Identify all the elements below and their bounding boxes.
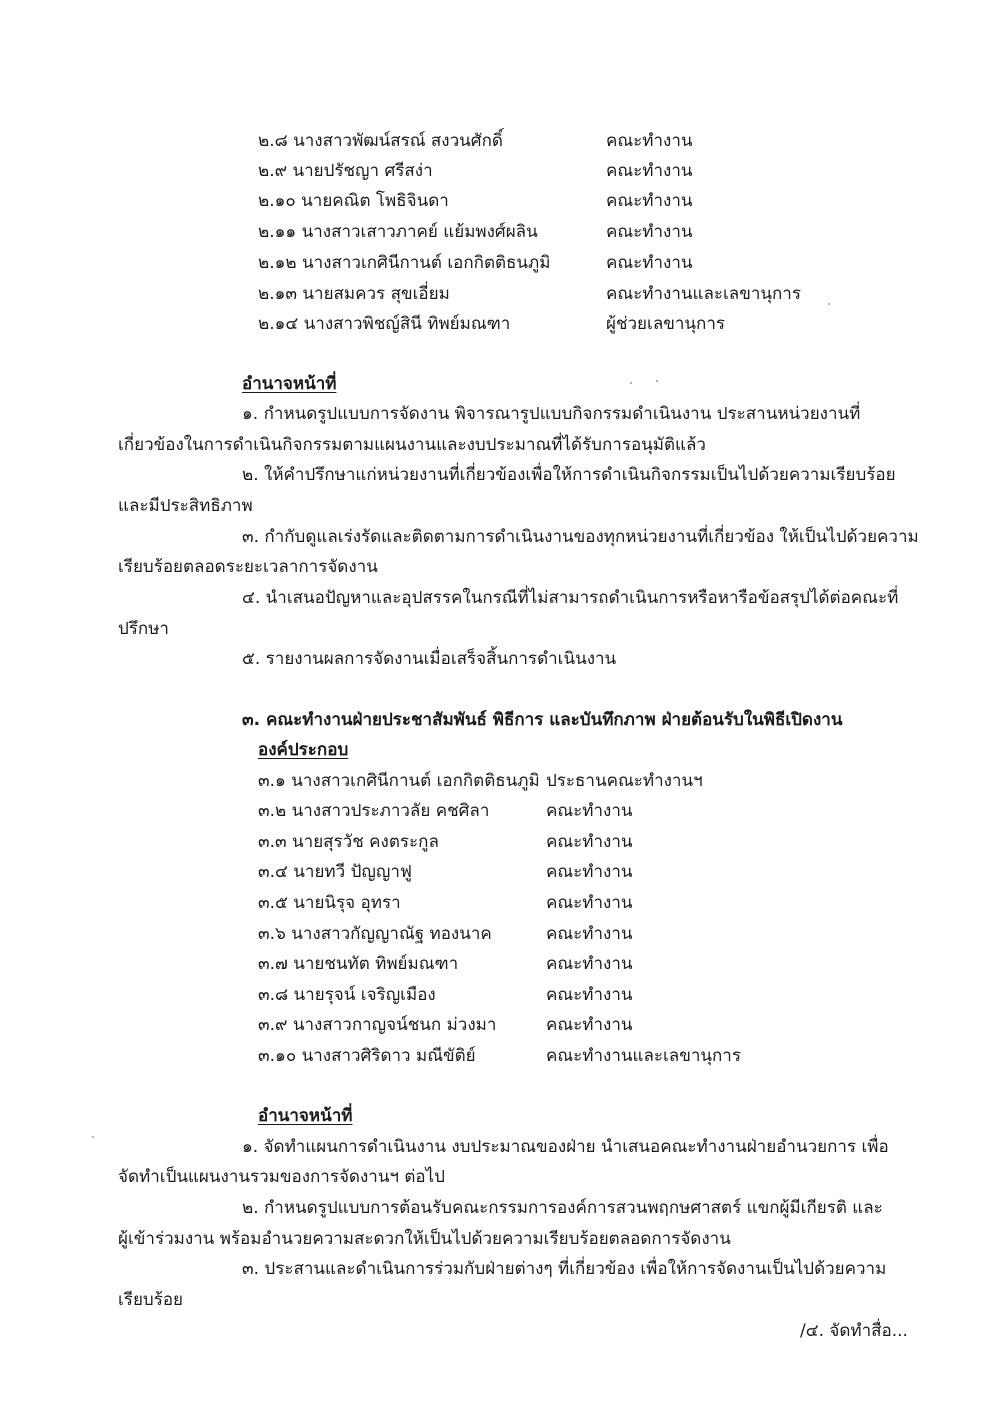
member-role: คณะทำงาน bbox=[606, 253, 693, 273]
member-role: คณะทำงาน bbox=[606, 131, 693, 151]
member-name: ๓.๒ นางสาวประภาวลัย คชศิลา bbox=[258, 801, 490, 821]
member-role: คณะทำงานและเลขานุการ bbox=[546, 1046, 741, 1066]
duty-line: ผู้เข้าร่วมงาน พร้อมอำนวยความสะดวกให้เป็นไปด้วยความเรียบร้อยตลอดการจัดงาน bbox=[118, 1229, 731, 1249]
member-name: ๒.๘ นางสาวพัฒน์สรณ์ สงวนศักดิ์ bbox=[258, 131, 503, 151]
member-role: คณะทำงานและเลขานุการ bbox=[606, 284, 801, 304]
member-role: คณะทำงาน bbox=[606, 222, 693, 242]
duty-line: จัดทำเป็นแผนงานรวมของการจัดงานฯ ต่อไป bbox=[118, 1167, 445, 1187]
duty-line: เรียบร้อยตลอดระยะเวลาการจัดงาน bbox=[118, 557, 378, 577]
member-name: ๒.๑๐ นายคณิต โพธิจินดา bbox=[258, 191, 449, 211]
member-name: ๓.๓ นายสุรวัช คงตระกูล bbox=[258, 832, 439, 852]
member-role: คณะทำงาน bbox=[606, 161, 693, 181]
member-name: ๓.๖ นางสาวกัญญาณัฐ ทองนาค bbox=[258, 924, 492, 944]
duty-line: ๕. รายงานผลการจัดงานเมื่อเสร็จสิ้นการดำเนินงาน bbox=[242, 649, 617, 669]
member-role: ผู้ช่วยเลขานุการ bbox=[606, 314, 725, 334]
member-role: คณะทำงาน bbox=[546, 893, 633, 913]
duty-line: เกี่ยวข้องในการดำเนินกิจกรรมตามแผนงานและงบประมาณที่ได้รับการอนุมัติแล้ว bbox=[118, 435, 706, 455]
member-name: ๒.๑๓ นายสมควร สุขเอี่ยม bbox=[258, 284, 450, 304]
member-name: ๓.๑ นางสาวเกศินีกานต์ เอกกิตติธนภูมิ bbox=[258, 771, 540, 791]
duty-line: ๓. ประสานและดำเนินการร่วมกับฝ่ายต่างๆ ที่เกี่ยวข้อง เพื่อให้การจัดงานเป็นไปด้วยความ bbox=[242, 1259, 887, 1279]
duty-line: ปรึกษา bbox=[118, 619, 169, 639]
duty-line: เรียบร้อย bbox=[118, 1290, 183, 1310]
member-role: คณะทำงาน bbox=[606, 191, 693, 211]
duty-line: ๑. กำหนดรูปแบบการจัดงาน พิจารณารูปแบบกิจกรรมดำเนินงาน ประสานหน่วยงานที่ bbox=[242, 404, 861, 424]
duty-line: ๒. ให้คำปรึกษาแก่หน่วยงานที่เกี่ยวข้องเพื่อให้การดำเนินกิจกรรมเป็นไปด้วยความเรียบร้อย bbox=[242, 465, 896, 485]
member-name: ๒.๑๑ นางสาวเสาวภาคย์ แย้มพงศ์ผลิน bbox=[258, 222, 538, 242]
member-role: คณะทำงาน bbox=[546, 832, 633, 852]
member-role: คณะทำงาน bbox=[546, 924, 633, 944]
duty-line: ๒. กำหนดรูปแบบการต้อนรับคณะกรรมการองค์การสวนพฤกษศาสตร์ แขกผู้มีเกียรติ และ bbox=[242, 1198, 883, 1218]
member-role: คณะทำงาน bbox=[546, 954, 633, 974]
duty-line: ๑. จัดทำแผนการดำเนินงาน งบประมาณของฝ่าย นำเสนอคณะทำงานฝ่ายอำนวยการ เพื่อ bbox=[242, 1137, 889, 1157]
member-role: คณะทำงาน bbox=[546, 862, 633, 882]
scan-speck bbox=[828, 303, 830, 305]
member-name: ๓.๕ นายนิรุจ อุทรา bbox=[258, 893, 401, 913]
member-name: ๒.๙ นายปรัชญา ศรีสง่า bbox=[258, 161, 433, 181]
member-name: ๓.๙ นางสาวกาญจน์ชนก ม่วงมา bbox=[258, 1015, 497, 1035]
duty-line: ๔. นำเสนอปัญหาและอุปสรรคในกรณีที่ไม่สามารถดำเนินการหรือหารือข้อสรุปได้ต่อคณะที่ bbox=[242, 588, 899, 608]
section-title: ๓. คณะทำงานฝ่ายประชาสัมพันธ์ พิธีการ และบันทึกภาพ ฝ่ายต้อนรับในพิธีเปิดงาน bbox=[242, 710, 843, 730]
duty-line: ๓. กำกับดูแลเร่งรัดและติดตามการดำเนินงานของทุกหน่วยงานที่เกี่ยวข้อง ให้เป็นไปด้วยความ bbox=[242, 527, 919, 547]
member-name: ๓.๔ นายทวี ปัญญาฟู bbox=[258, 862, 412, 882]
member-role: คณะทำงาน bbox=[546, 1015, 633, 1035]
member-role: คณะทำงาน bbox=[546, 801, 633, 821]
member-name: ๒.๑๒ นางสาวเกศินีกานต์ เอกกิตติธนภูมิ bbox=[258, 253, 551, 273]
scan-speck bbox=[656, 380, 658, 382]
duty-line: และมีประสิทธิภาพ bbox=[118, 496, 253, 516]
member-role: คณะทำงาน bbox=[546, 985, 633, 1005]
scan-speck bbox=[630, 382, 632, 384]
member-role: ประธานคณะทำงานฯ bbox=[546, 771, 703, 791]
page-continuation: /๔. จัดทำสื่อ... bbox=[800, 1321, 908, 1341]
duties-heading: อำนาจหน้าที่ bbox=[242, 374, 337, 394]
duties-heading: อำนาจหน้าที่ bbox=[258, 1106, 353, 1126]
member-name: ๓.๗ นายชนทัต ทิพย์มณฑา bbox=[258, 954, 459, 974]
scan-speck bbox=[92, 1136, 94, 1138]
member-name: ๓.๑๐ นางสาวศิริดาว มณีขัติย์ bbox=[258, 1046, 476, 1066]
member-name: ๒.๑๔ นางสาวพิชญ์สินี ทิพย์มณฑา bbox=[258, 314, 511, 334]
composition-heading: องค์ประกอบ bbox=[258, 740, 349, 760]
member-name: ๓.๘ นายรุจน์ เจริญเมือง bbox=[258, 985, 436, 1005]
